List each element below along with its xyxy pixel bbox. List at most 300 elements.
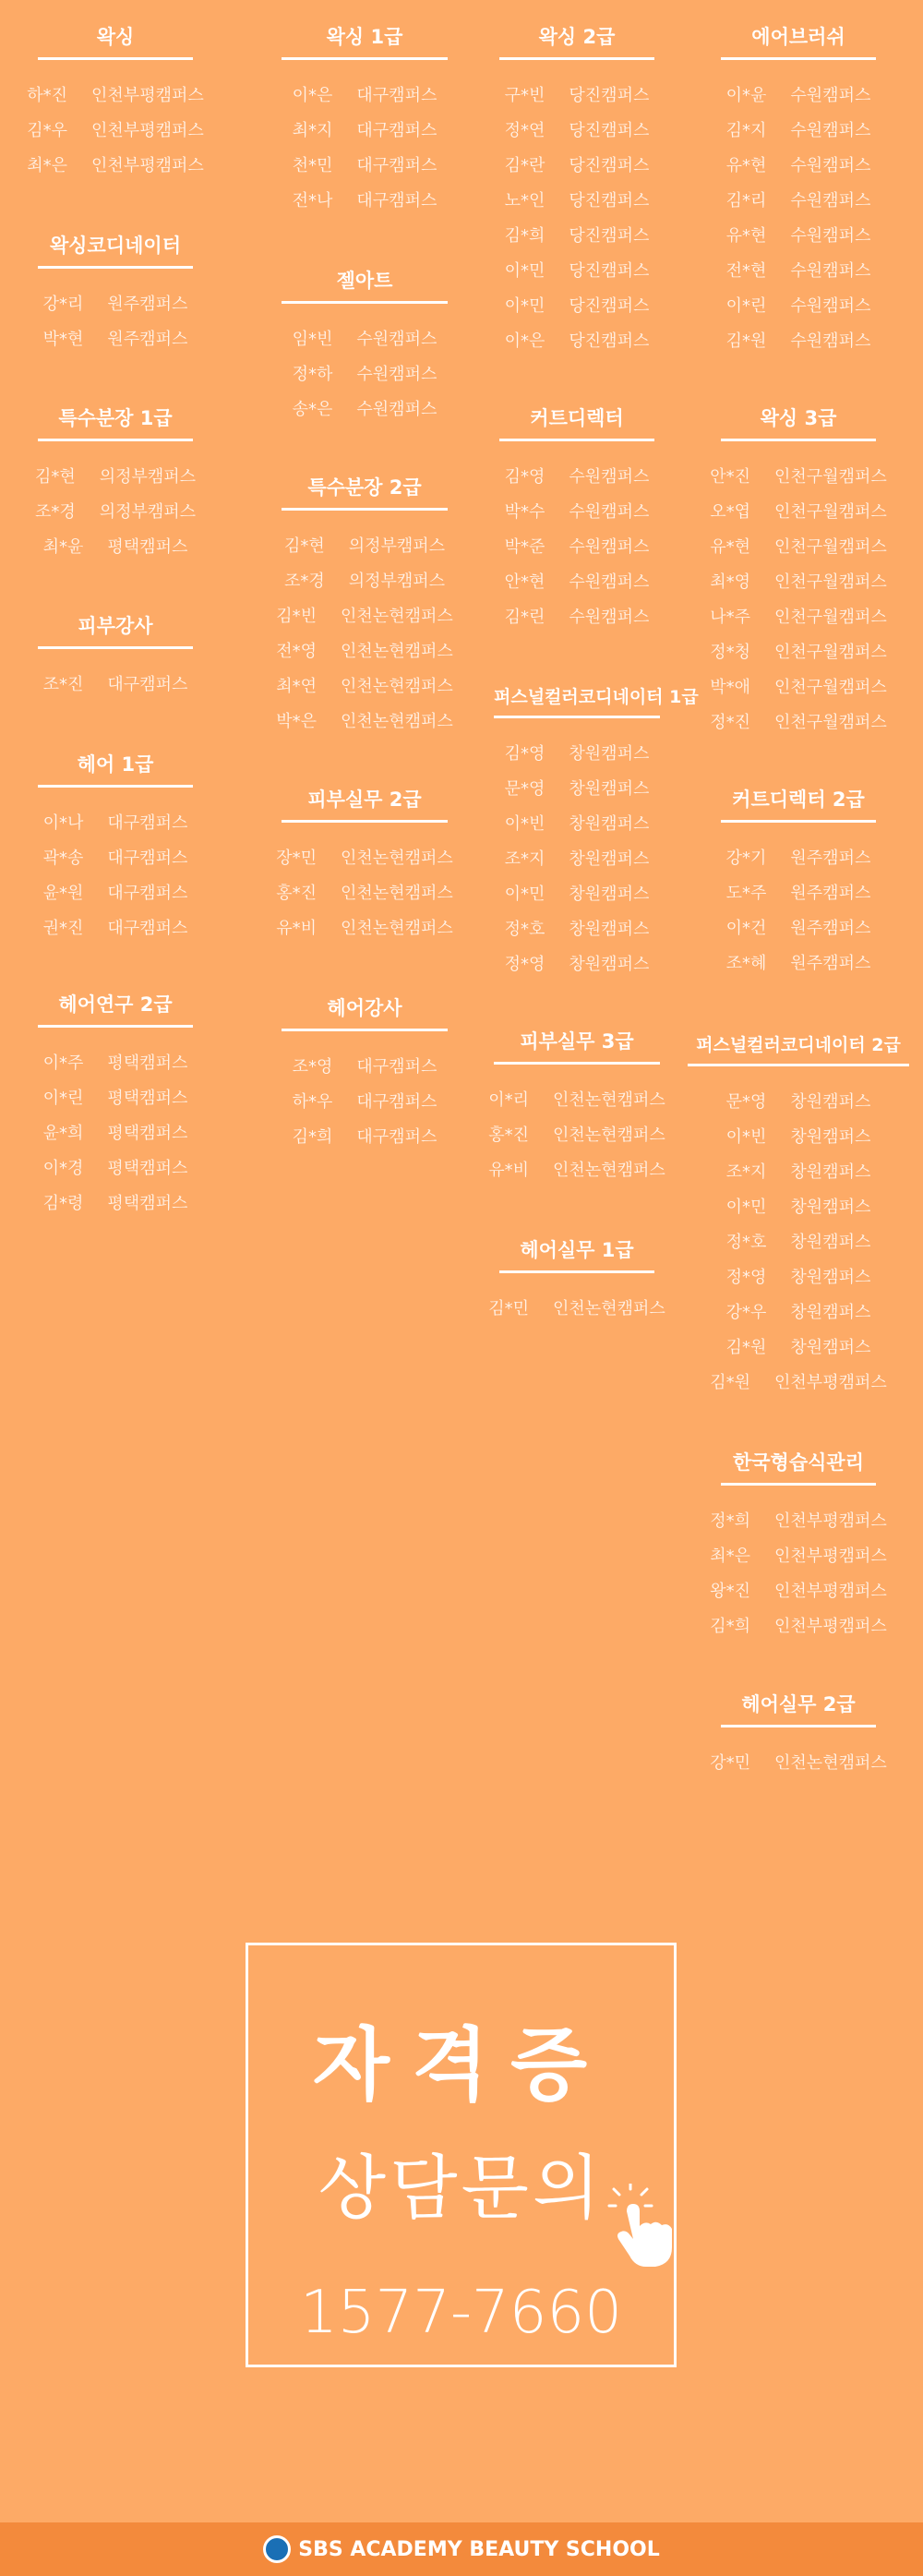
- list-item: [674, 1746, 923, 1781]
- list-item: [674, 1574, 923, 1609]
- entry-list: [674, 841, 923, 981]
- campus-name: 대구캠퍼스: [356, 1057, 438, 1077]
- person-name: 이*린: [725, 296, 767, 316]
- person-name: 이*은: [504, 331, 545, 351]
- list-item: [231, 357, 498, 392]
- list-item: [0, 841, 231, 876]
- certificate-section: [231, 473, 498, 740]
- campus-name: 창원캠퍼스: [790, 1092, 871, 1112]
- campus-name: 창원캠퍼스: [569, 955, 650, 974]
- list-item: [466, 495, 688, 530]
- person-name: 곽*송: [42, 849, 84, 868]
- section-title: 헤어 1급: [38, 750, 193, 788]
- person-name: 임*빈: [292, 330, 333, 349]
- list-item: [231, 184, 498, 219]
- campus-name: 수원캠퍼스: [790, 226, 871, 246]
- person-name: 이*민: [725, 1198, 767, 1217]
- list-item: [466, 1118, 688, 1153]
- campus-name: 인천논현캠퍼스: [341, 712, 453, 731]
- person-name: 김*우: [27, 121, 68, 140]
- campus-name: 창원캠퍼스: [790, 1162, 871, 1182]
- cta-title: 자격증: [312, 2019, 610, 2112]
- person-name: 오*엽: [710, 502, 751, 522]
- campus-name: 인천논현캠퍼스: [341, 849, 453, 868]
- list-item: [674, 219, 923, 254]
- list-item: [231, 78, 498, 114]
- campus-name: 수원캠퍼스: [790, 296, 871, 316]
- entry-list: [674, 78, 923, 359]
- campus-name: 대구캠퍼스: [356, 1127, 438, 1147]
- person-name: 박*준: [504, 537, 545, 557]
- certificate-section: [0, 611, 231, 703]
- person-name: 문*영: [725, 1092, 767, 1112]
- list-item: [0, 876, 231, 911]
- certificate-section: [0, 22, 231, 184]
- campus-name: 수원캠퍼스: [569, 608, 650, 627]
- campus-name: 당진캠퍼스: [569, 156, 650, 175]
- list-item: [231, 599, 498, 634]
- list-item: [0, 114, 231, 149]
- campus-name: 창원캠퍼스: [790, 1303, 871, 1322]
- campus-name: 인천구월캠퍼스: [774, 678, 887, 697]
- campus-name: 인천부평캠퍼스: [774, 1617, 887, 1636]
- person-name: 정*희: [710, 1511, 751, 1531]
- list-item: [466, 737, 688, 772]
- person-name: 홍*진: [488, 1125, 530, 1145]
- campus-name: 인천부평캠퍼스: [774, 1373, 887, 1392]
- list-item: [674, 1366, 923, 1401]
- person-name: 전*나: [292, 191, 333, 211]
- person-name: 김*빈: [276, 607, 318, 626]
- person-name: 장*민: [276, 849, 318, 868]
- entry-list: [0, 287, 231, 357]
- list-item: [466, 1292, 688, 1327]
- campus-name: 인천논현캠퍼스: [341, 884, 453, 903]
- list-item: [674, 114, 923, 149]
- list-item: [674, 460, 923, 495]
- section-title: 퍼스널컬러코디네이터 2급: [688, 1031, 909, 1066]
- person-name: 박*은: [276, 712, 318, 731]
- list-item: [231, 1050, 498, 1085]
- certificate-section: [0, 231, 231, 357]
- campus-name: 인천부평캠퍼스: [774, 1511, 887, 1531]
- list-item: [0, 806, 231, 841]
- section-title: 특수분장 2급: [282, 473, 448, 511]
- list-item: [0, 668, 231, 703]
- campus-name: 창원캠퍼스: [569, 920, 650, 939]
- certificate-section: [231, 22, 498, 219]
- campus-name: 창원캠퍼스: [569, 814, 650, 834]
- person-name: 김*희: [292, 1127, 333, 1147]
- list-item: [674, 1085, 923, 1120]
- list-item: [0, 322, 231, 357]
- campus-name: 창원캠퍼스: [790, 1198, 871, 1217]
- list-item: [466, 1083, 688, 1118]
- person-name: 김*희: [710, 1617, 751, 1636]
- campus-name: 의정부캠퍼스: [348, 572, 446, 591]
- person-name: 정*하: [292, 365, 333, 384]
- list-item: [466, 460, 688, 495]
- list-item: [674, 635, 923, 670]
- campus-name: 수원캠퍼스: [790, 261, 871, 281]
- list-item: [466, 877, 688, 912]
- section-title: 왁싱 3급: [721, 403, 876, 441]
- campus-name: 평택캠퍼스: [107, 537, 188, 557]
- footer-bar: [0, 2522, 923, 2576]
- list-item: [466, 600, 688, 635]
- person-name: 조*경: [283, 572, 325, 591]
- person-name: 김*민: [488, 1299, 530, 1318]
- list-item: [466, 912, 688, 947]
- list-item: [231, 392, 498, 427]
- list-item: [466, 530, 688, 565]
- entry-list: [231, 529, 498, 740]
- person-name: 윤*원: [42, 884, 84, 903]
- campus-name: 창원캠퍼스: [790, 1268, 871, 1287]
- person-name: 강*리: [42, 295, 84, 314]
- campus-name: 당진캠퍼스: [569, 331, 650, 351]
- person-name: 이*빈: [725, 1127, 767, 1147]
- entry-list: [466, 737, 688, 982]
- person-name: 정*호: [725, 1233, 767, 1252]
- campus-name: 당진캠퍼스: [569, 226, 650, 246]
- campus-name: 수원캠퍼스: [790, 331, 871, 351]
- list-item: [466, 254, 688, 289]
- campus-name: 당진캠퍼스: [569, 261, 650, 281]
- entry-list: [674, 1085, 923, 1401]
- certificate-section: [674, 1448, 923, 1644]
- person-name: 이*건: [725, 919, 767, 938]
- person-name: 정*호: [504, 920, 545, 939]
- person-name: 박*수: [504, 502, 545, 522]
- certificate-section: [0, 403, 231, 565]
- pointer-hand-icon: [606, 2184, 678, 2267]
- certificate-section: [0, 750, 231, 946]
- list-item: [674, 1295, 923, 1330]
- section-title: 커트디렉터 2급: [721, 785, 876, 823]
- campus-name: 대구캠퍼스: [107, 849, 188, 868]
- person-name: 안*현: [504, 572, 545, 592]
- consultation-banner[interactable]: [246, 1943, 677, 2367]
- campus-name: 의정부캠퍼스: [99, 502, 197, 522]
- list-item: [0, 911, 231, 946]
- campus-name: 대구캠퍼스: [356, 1092, 438, 1112]
- entry-list: [674, 1504, 923, 1644]
- person-name: 유*현: [710, 537, 751, 557]
- campus-name: 당진캠퍼스: [569, 191, 650, 211]
- section-title: 젤아트: [282, 266, 448, 304]
- list-item: [466, 947, 688, 982]
- entry-list: [674, 460, 923, 740]
- list-item: [674, 911, 923, 946]
- person-name: 김*란: [504, 156, 545, 175]
- campus-name: 수원캠퍼스: [790, 156, 871, 175]
- campus-name: 평택캠퍼스: [107, 1053, 188, 1073]
- section-title: 피부실무 2급: [282, 785, 448, 823]
- list-item: [466, 219, 688, 254]
- campus-name: 수원캠퍼스: [790, 86, 871, 105]
- campus-name: 수원캠퍼스: [356, 330, 438, 349]
- campus-name: 대구캠퍼스: [107, 919, 188, 938]
- list-item: [674, 1539, 923, 1574]
- person-name: 도*주: [725, 884, 767, 903]
- person-name: 이*민: [504, 885, 545, 904]
- sbs-logo-icon: [263, 2535, 291, 2563]
- campus-name: 수원캠퍼스: [569, 502, 650, 522]
- person-name: 유*현: [725, 156, 767, 175]
- person-name: 문*영: [504, 779, 545, 799]
- list-item: [674, 841, 923, 876]
- list-item: [674, 78, 923, 114]
- person-name: 이*윤: [725, 86, 767, 105]
- entry-list: [231, 841, 498, 946]
- list-item: [674, 600, 923, 635]
- campus-name: 대구캠퍼스: [107, 884, 188, 903]
- person-name: 강*우: [725, 1303, 767, 1322]
- list-item: [674, 254, 923, 289]
- campus-name: 원주캠퍼스: [790, 919, 871, 938]
- list-item: [674, 149, 923, 184]
- person-name: 김*원: [725, 331, 767, 351]
- campus-name: 당진캠퍼스: [569, 296, 650, 316]
- certificate-section: [674, 1031, 923, 1401]
- list-item: [0, 460, 231, 495]
- campus-name: 창원캠퍼스: [569, 744, 650, 764]
- campus-name: 수원캠퍼스: [356, 365, 438, 384]
- campus-name: 인천구월캠퍼스: [774, 537, 887, 557]
- campus-name: 원주캠퍼스: [107, 330, 188, 349]
- person-name: 하*진: [27, 86, 68, 105]
- list-item: [674, 1330, 923, 1366]
- entry-list: [466, 1292, 688, 1327]
- section-title: 헤어실무 2급: [721, 1690, 876, 1727]
- campus-name: 수원캠퍼스: [569, 467, 650, 487]
- list-item: [0, 1186, 231, 1222]
- person-name: 김*영: [504, 744, 545, 764]
- entry-list: [0, 1046, 231, 1222]
- list-item: [674, 289, 923, 324]
- section-title: 에어브러쉬: [721, 22, 876, 60]
- list-item: [231, 669, 498, 704]
- campus-name: 인천구월캠퍼스: [774, 502, 887, 522]
- list-item: [674, 946, 923, 981]
- certificate-section: [231, 266, 498, 427]
- campus-name: 의정부캠퍼스: [348, 536, 446, 556]
- campus-name: 수원캠퍼스: [569, 537, 650, 557]
- list-item: [0, 530, 231, 565]
- person-name: 이*빈: [504, 814, 545, 834]
- campus-name: 창원캠퍼스: [569, 779, 650, 799]
- list-item: [674, 1120, 923, 1155]
- person-name: 김*희: [504, 226, 545, 246]
- person-name: 이*리: [488, 1090, 530, 1110]
- person-name: 전*현: [725, 261, 767, 281]
- campus-name: 인천구월캠퍼스: [774, 467, 887, 487]
- person-name: 최*영: [710, 572, 751, 592]
- campus-name: 인천부평캠퍼스: [774, 1582, 887, 1601]
- list-item: [674, 324, 923, 359]
- section-title: 헤어강사: [282, 993, 448, 1031]
- section-title: 왁싱코디네이터: [38, 231, 193, 269]
- campus-name: 수원캠퍼스: [790, 191, 871, 211]
- certificate-section: [231, 993, 498, 1155]
- person-name: 박*현: [42, 330, 84, 349]
- campus-name: 대구캠퍼스: [356, 191, 438, 211]
- list-item: [674, 1609, 923, 1644]
- person-name: 이*경: [42, 1159, 84, 1178]
- cta-phone[interactable]: 1577-7660: [300, 2279, 622, 2347]
- cta-subtitle: 상담문의: [318, 2147, 605, 2229]
- person-name: 왕*진: [710, 1582, 751, 1601]
- person-name: 최*은: [710, 1547, 751, 1566]
- list-item: [466, 565, 688, 600]
- campus-name: 인천부평캠퍼스: [91, 86, 204, 105]
- entry-list: [466, 460, 688, 635]
- entry-list: [466, 1083, 688, 1188]
- campus-name: 당진캠퍼스: [569, 121, 650, 140]
- person-name: 권*진: [42, 919, 84, 938]
- person-name: 이*나: [42, 813, 84, 833]
- campus-name: 평택캠퍼스: [107, 1089, 188, 1108]
- list-item: [231, 564, 498, 599]
- person-name: 구*빈: [504, 86, 545, 105]
- entry-list: [0, 668, 231, 703]
- section-title: 한국형습식관리: [721, 1448, 876, 1486]
- campus-name: 인천논현캠퍼스: [341, 642, 453, 661]
- certificate-section: [674, 22, 923, 359]
- person-name: 최*지: [292, 121, 333, 140]
- list-item: [674, 1260, 923, 1295]
- person-name: 정*영: [725, 1268, 767, 1287]
- list-item: [466, 842, 688, 877]
- campus-name: 인천구월캠퍼스: [774, 572, 887, 592]
- certificate-section: [674, 1690, 923, 1781]
- person-name: 정*청: [710, 643, 751, 662]
- person-name: 유*비: [488, 1161, 530, 1180]
- entry-list: [0, 460, 231, 565]
- campus-name: 평택캠퍼스: [107, 1124, 188, 1143]
- list-item: [231, 1120, 498, 1155]
- entry-list: [466, 78, 688, 359]
- person-name: 강*민: [710, 1753, 751, 1773]
- section-title: 헤어실무 1급: [499, 1235, 654, 1273]
- list-item: [466, 1153, 688, 1188]
- list-item: [674, 876, 923, 911]
- campus-name: 인천논현캠퍼스: [774, 1753, 887, 1773]
- section-title: 왁싱 1급: [282, 22, 448, 60]
- campus-name: 평택캠퍼스: [107, 1194, 188, 1213]
- person-name: 이*주: [42, 1053, 84, 1073]
- person-name: 조*경: [34, 502, 76, 522]
- list-item: [466, 114, 688, 149]
- person-name: 강*기: [725, 849, 767, 868]
- section-title: 헤어연구 2급: [38, 990, 193, 1028]
- campus-name: 의정부캠퍼스: [99, 467, 197, 487]
- person-name: 조*지: [725, 1162, 767, 1182]
- person-name: 유*비: [276, 919, 318, 938]
- list-item: [466, 78, 688, 114]
- list-item: [674, 1225, 923, 1260]
- footer-brand: SBS ACADEMY BEAUTY SCHOOL: [298, 2537, 660, 2561]
- campus-name: 대구캠퍼스: [356, 156, 438, 175]
- certificate-section: [466, 22, 688, 359]
- campus-name: 인천부평캠퍼스: [91, 121, 204, 140]
- section-title: 퍼스널컬러코디네이터 1급: [494, 683, 660, 718]
- campus-name: 인천논현캠퍼스: [553, 1299, 665, 1318]
- campus-name: 창원캠퍼스: [790, 1233, 871, 1252]
- list-item: [466, 772, 688, 807]
- certificate-section: [466, 1027, 688, 1188]
- entry-list: [674, 1746, 923, 1781]
- person-name: 홍*진: [276, 884, 318, 903]
- campus-name: 인천부평캠퍼스: [774, 1547, 887, 1566]
- campus-name: 원주캠퍼스: [790, 954, 871, 973]
- campus-name: 원주캠퍼스: [107, 295, 188, 314]
- list-item: [231, 704, 498, 740]
- list-item: [0, 149, 231, 184]
- person-name: 하*우: [292, 1092, 333, 1112]
- campus-name: 원주캠퍼스: [790, 884, 871, 903]
- list-item: [231, 149, 498, 184]
- person-name: 최*연: [276, 677, 318, 696]
- person-name: 조*지: [504, 849, 545, 869]
- section-title: 피부강사: [38, 611, 193, 649]
- person-name: 윤*희: [42, 1124, 84, 1143]
- list-item: [466, 289, 688, 324]
- campus-name: 창원캠퍼스: [790, 1127, 871, 1147]
- person-name: 조*혜: [725, 954, 767, 973]
- campus-name: 인천논현캠퍼스: [341, 677, 453, 696]
- campus-name: 평택캠퍼스: [107, 1159, 188, 1178]
- list-item: [674, 670, 923, 705]
- campus-name: 인천부평캠퍼스: [91, 156, 204, 175]
- certificate-section: [466, 403, 688, 635]
- campus-name: 원주캠퍼스: [790, 849, 871, 868]
- campus-name: 대구캠퍼스: [356, 86, 438, 105]
- campus-name: 수원캠퍼스: [790, 121, 871, 140]
- person-name: 김*린: [504, 608, 545, 627]
- campus-name: 대구캠퍼스: [107, 813, 188, 833]
- person-name: 전*영: [276, 642, 318, 661]
- list-item: [0, 78, 231, 114]
- entry-list: [231, 78, 498, 219]
- list-item: [0, 495, 231, 530]
- person-name: 이*린: [42, 1089, 84, 1108]
- list-item: [231, 876, 498, 911]
- list-item: [231, 322, 498, 357]
- list-item: [674, 565, 923, 600]
- person-name: 김*현: [283, 536, 325, 556]
- campus-name: 인천논현캠퍼스: [341, 919, 453, 938]
- list-item: [231, 911, 498, 946]
- certificate-section: [674, 785, 923, 981]
- list-item: [0, 1046, 231, 1081]
- campus-name: 창원캠퍼스: [790, 1338, 871, 1357]
- list-item: [231, 634, 498, 669]
- certificate-section: [674, 403, 923, 740]
- campus-name: 창원캠퍼스: [569, 849, 650, 869]
- certificate-section: [466, 683, 699, 982]
- certificate-section: [0, 990, 231, 1222]
- list-item: [466, 324, 688, 359]
- list-item: [0, 1151, 231, 1186]
- campus-name: 인천논현캠퍼스: [553, 1161, 665, 1180]
- entry-list: [231, 322, 498, 427]
- person-name: 김*원: [710, 1373, 751, 1392]
- list-item: [231, 529, 498, 564]
- list-item: [231, 841, 498, 876]
- section-title: 특수분장 1급: [38, 403, 193, 441]
